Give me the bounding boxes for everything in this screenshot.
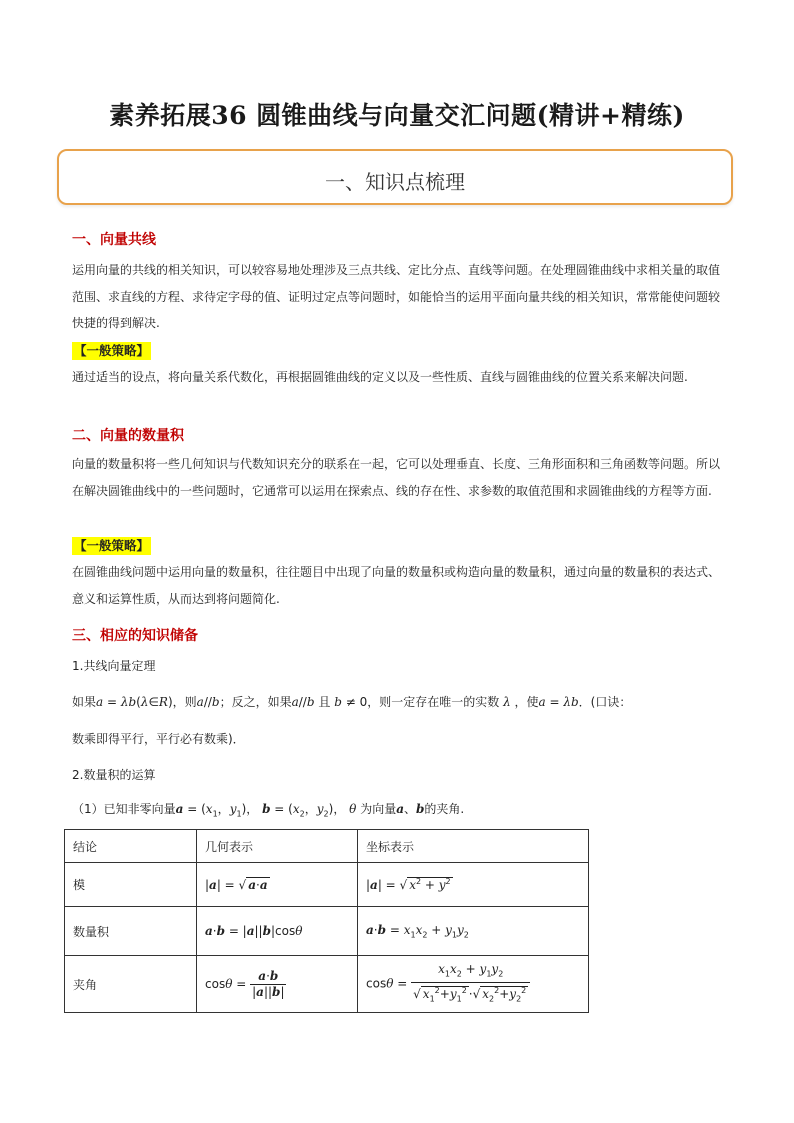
dot-product-premise: （1）已知非零向量$a = (x_1$，$y_1$)， $b = (x_2$，$y_2$)， θ 为向量a、b的夹角.: [72, 802, 465, 819]
strategy-tag-2: 【一般策略】: [74, 538, 150, 553]
table-row: [65, 863, 589, 907]
collinear-strategy: 通过适当的设点，将向量关系代数化，再根据圆锥曲线的定义以及一些性质、直线与圆锥曲线的位置关系来解决问题.: [72, 370, 688, 384]
formula-table: [64, 829, 589, 1013]
formula-cell: |a| = √ $x^2 + y^2$: [358, 863, 589, 907]
table-row-label: 数量积: [65, 907, 197, 956]
table-row-label: 夹角: [65, 956, 197, 1013]
formula-cell: $a\cdot b = x_1x_2 + y_1y_2$: [358, 907, 589, 956]
table-header: 几何表示: [197, 830, 358, 863]
formula-cell: cosθ = $\frac{a\cdot b}{|a||b|}$: [197, 956, 358, 1013]
section-heading-knowledge: 三、相应的知识储备: [72, 628, 198, 644]
formula-cell: a·b = |a||b|cosθ: [197, 907, 358, 956]
strategy-tag-1: 【一般策略】: [74, 343, 150, 358]
dot-product-body: 向量的数量积将一些几何知识与代数知识充分的联系在一起，它可以处理垂直、长度、三角形面积和三角函数等问题。所以在解决圆锥曲线中的一些问题时，它通常可以运用在探索点、线的存在性、求参数的取值范围和求圆锥曲线的方程等方面.: [72, 457, 721, 498]
theorem-statement: 如果a = λb(λ∈R)，则a//b；反之，如果a//b 且 b ≠ 0，则一定存在唯一的实数 λ ，使a = λb．(口诀：: [72, 695, 632, 709]
collinear-body: 运用向量的共线的相关知识，可以较容易地处理涉及三点共线、定比分点、直线等问题。在处理圆锥曲线中求相关量的取值范围、求直线的方程、求待定字母的值、证明过定点等问题时，如能恰当的运用平面向量共线的相关知识，常常能使问题较快捷的得到解决.: [72, 263, 721, 330]
table-header-row: [65, 830, 589, 863]
formula-cell: cosθ = $\frac{x_1x_2 + y_1y_2}{√ x_1^2+y_1^2 \cdot√ x_2^2+y_2^2}$: [358, 956, 589, 1013]
page-title: 素养拓展36 圆锥曲线与向量交汇问题(精讲+精练): [109, 101, 685, 130]
table-row: [65, 907, 589, 956]
table-header: 结论: [65, 830, 197, 863]
table-row-label: 模: [65, 863, 197, 907]
dot-product-strategy: 在圆锥曲线问题中运用向量的数量积，往往题目中出现了向量的数量积或构造向量的数量积，通过向量的数量积的表达式、意义和运算性质，从而达到将问题简化.: [72, 565, 721, 606]
table-header: 坐标表示: [358, 830, 589, 863]
section-heading-collinear: 一、向量共线: [72, 232, 156, 248]
section-heading-dot-product: 二、向量的数量积: [72, 428, 184, 444]
theorem-title: 1.共线向量定理: [72, 659, 156, 673]
theorem-mnemonic: 数乘即得平行，平行必有数乘)．: [72, 732, 245, 746]
formula-cell: |a| = √ a·a: [197, 863, 358, 907]
banner-title: 一、知识点梳理: [325, 170, 465, 194]
table-row: [65, 956, 589, 1013]
section-banner: [57, 149, 733, 205]
dot-product-operations-title: 2.数量积的运算: [72, 768, 156, 782]
